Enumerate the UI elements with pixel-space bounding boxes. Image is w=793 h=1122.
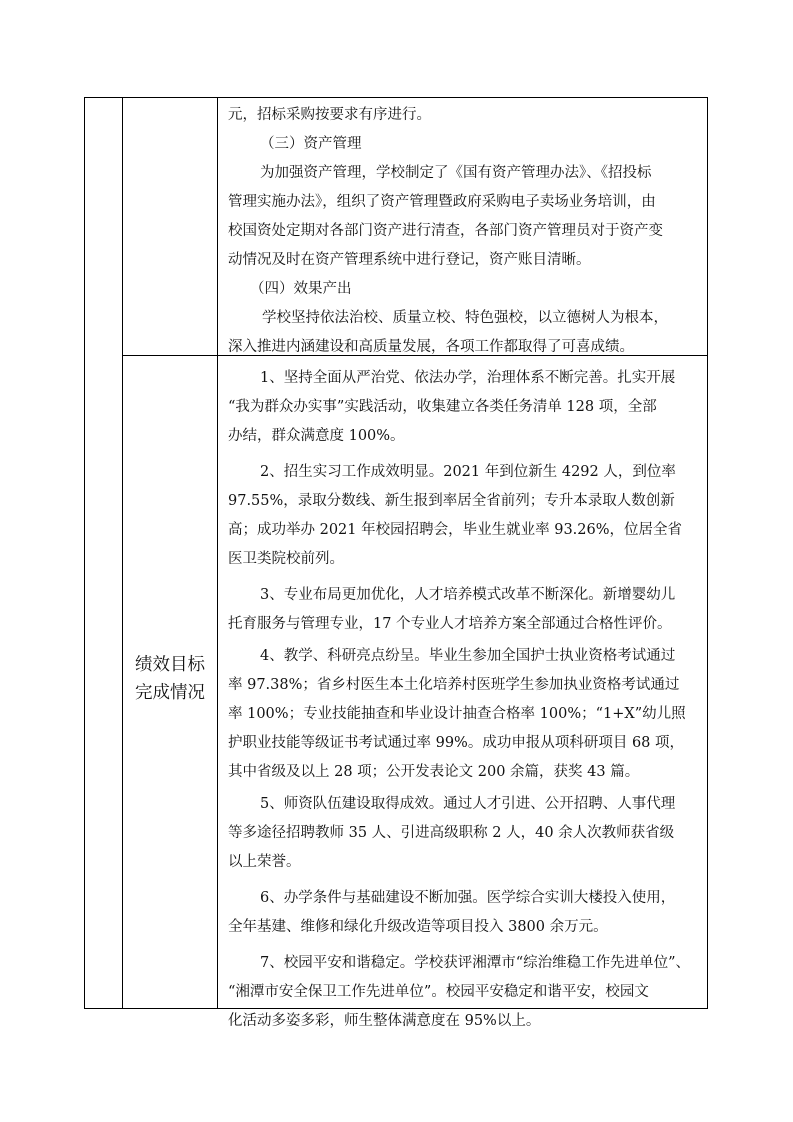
text-line: 5、师资队伍建设取得成效。通过人才引进、公开招聘、人事代理: [260, 796, 676, 812]
section-heading: （三）资产管理: [260, 136, 362, 152]
text-line: 以上荣誉。: [228, 854, 301, 870]
text-line: 学校坚持依法治校、质量立校、特色强校，以立德树人为根本，: [262, 310, 668, 326]
text-line: 化活动多姿多彩，师生整体满意度在 95%以上。: [228, 1013, 541, 1029]
text-line: 深入推进内涵建设和高质量发展，各项工作都取得了可喜成绩。: [228, 339, 634, 355]
text-line: “湘潭市安全保卫工作先进单位”。校园平安稳定和谐平安，校园文: [228, 984, 649, 1000]
text-line: 校国资处定期对各部门资产进行清查，各部门资产管理员对于资产变: [228, 223, 663, 239]
text-line: 2、招生实习工作成效明显。2021 年到位新生 4292 人，到位率: [260, 464, 676, 480]
section-heading: （四）效果产出: [250, 281, 352, 297]
text-line: 全年基建、维修和绿化升级改造等项目投入 3800 余万元。: [228, 919, 608, 935]
completion-label: [123, 651, 217, 707]
top-section-text: [228, 101, 668, 362]
text-line: 率 100%；专业技能抽查和毕业设计抽查合格率 100%；“1+X”幼儿照: [228, 706, 686, 722]
column-divider-1: [122, 98, 123, 1008]
text-line: 6、办学条件与基础建设不断加强。医学综合实训大楼投入使用，: [260, 890, 676, 906]
text-line: 医卫类院校前列。: [228, 551, 344, 567]
text-line: 7、校园平安和谐稳定。学校获评湘潭市“综治维稳工作先进单位”、: [260, 955, 691, 971]
text-line: 托育服务与管理专业，17 个专业人才培养方案全部通过合格性评价。: [228, 616, 672, 632]
text-line: 1、坚持全面从严治党、依法办学，治理体系不断完善。扎实开展: [260, 370, 676, 386]
text-line: 4、教学、科研亮点纷呈。毕业生参加全国护士执业资格考试通过: [260, 648, 676, 664]
text-line: 护职业技能等级证书考试通过率 99%。成功申报从项科研项目 68 项，: [228, 735, 685, 751]
completion-label-line1: 绩效目标: [135, 655, 205, 675]
completion-label-line2: 完成情况: [135, 683, 205, 703]
completion-section-text: [228, 364, 690, 1036]
text-line: 动情况及时在资产管理系统中进行登记，资产账目清晰。: [228, 252, 591, 268]
text-line: 3、专业布局更加优化，人才培养模式改革不断深化。新增婴幼儿: [260, 587, 676, 603]
text-line: 元，招标采购按要求有序进行。: [228, 107, 431, 123]
text-line: 为加强资产管理，学校制定了《国有资产管理办法》、《招投标: [260, 165, 652, 181]
text-line: 等多途径招聘教师 35 人、引进高级职称 2 人，40 余人次教师获省级: [228, 825, 675, 841]
text-line: 97.55%，录取分数线、新生报到率居全省前列；专升本录取人数创新: [228, 493, 675, 509]
column-divider-2: [217, 98, 218, 1008]
performance-table: [84, 97, 708, 1029]
text-line: 率 97.38%；省乡村医生本土化培养村医班学生参加执业资格考试通过: [228, 677, 680, 693]
text-line: 办结，群众满意度 100%。: [228, 428, 405, 444]
text-line: 其中省级及以上 28 项；公开发表论文 200 余篇，获奖 43 篇。: [228, 764, 640, 780]
text-line: 高；成功举办 2021 年校园招聘会，毕业生就业率 93.26%，位居全省: [228, 522, 683, 538]
text-line: “我为群众办实事”实践活动，收集建立各类任务清单 128 项，全部: [228, 399, 657, 415]
text-line: 管理实施办法》，组织了资产管理暨政府采购电子卖场业务培训，由: [228, 194, 656, 210]
